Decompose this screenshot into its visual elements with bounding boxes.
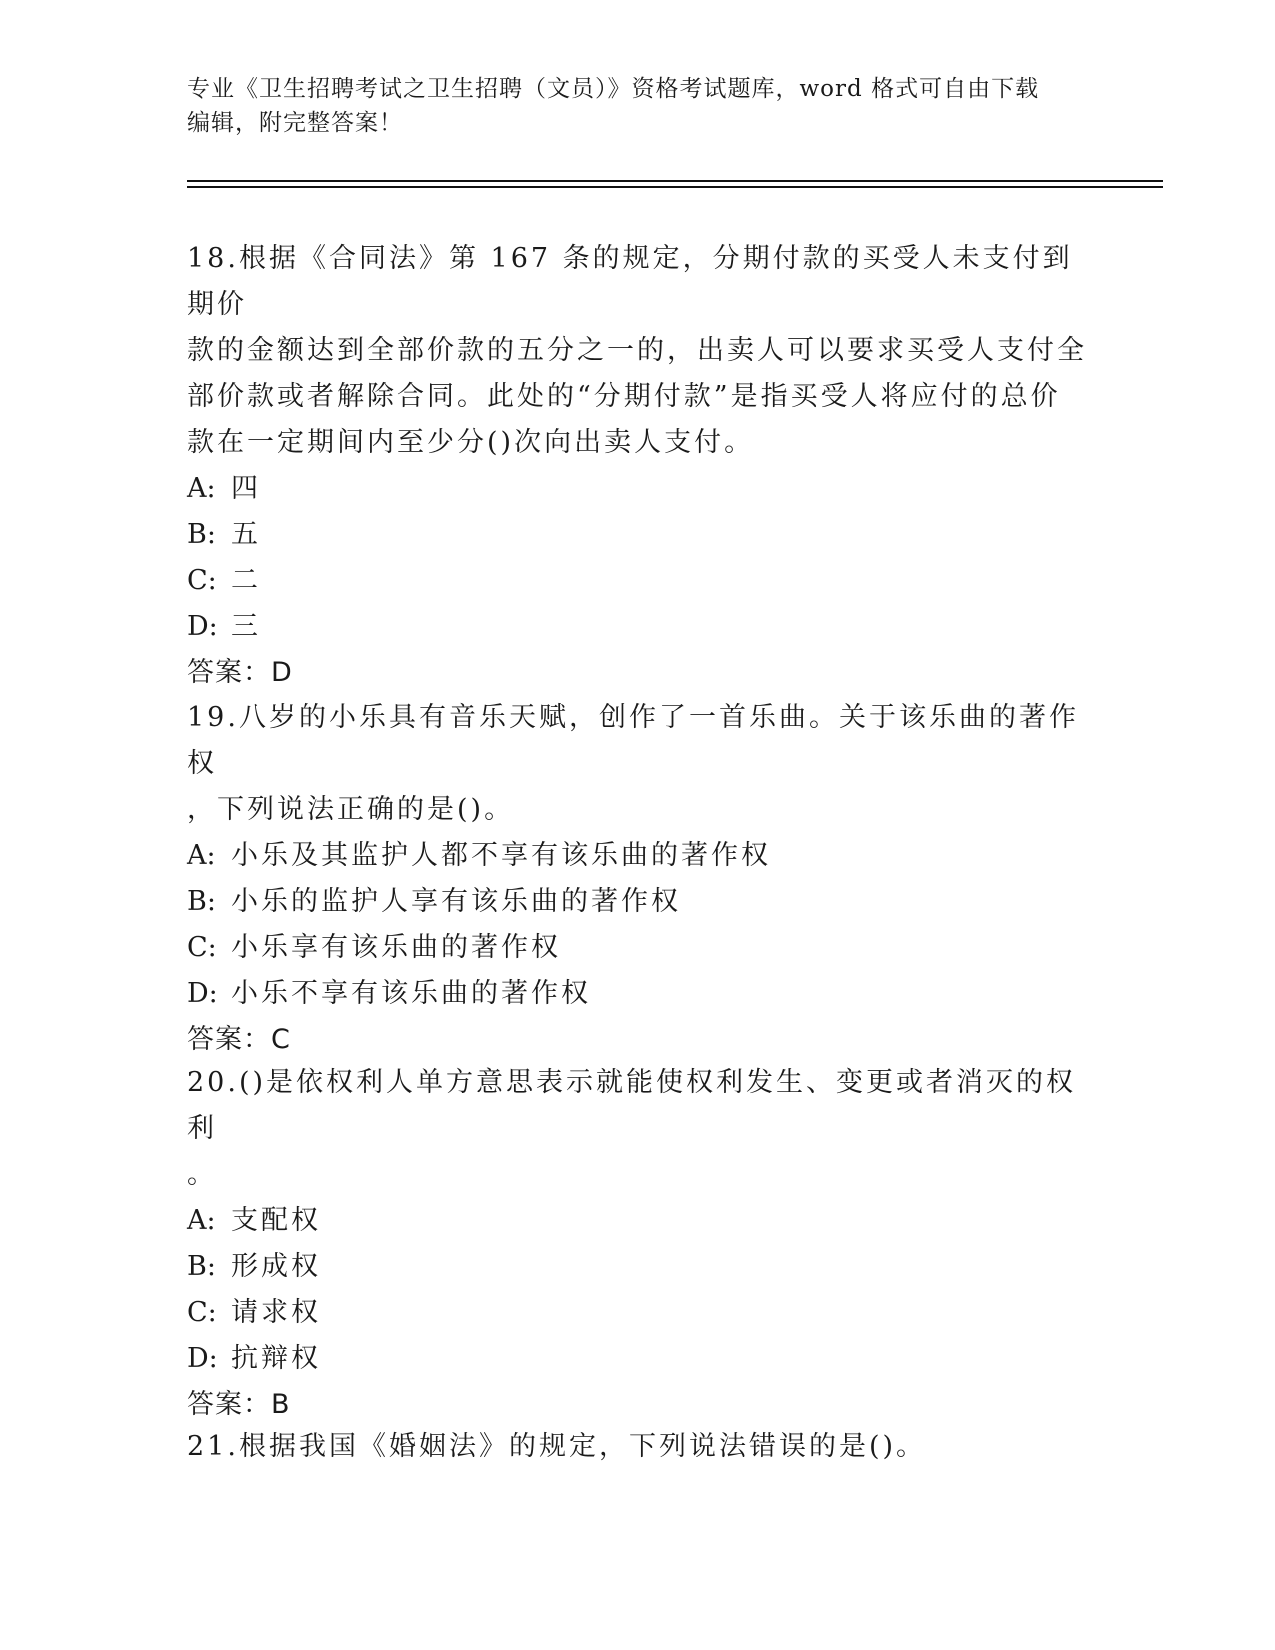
option-text: 小乐及其监护人都不享有该乐曲的著作权 [231,840,771,871]
option-letter: B: [187,886,216,917]
question-20 [187,1060,1087,1428]
option-letter: D: [187,978,218,1009]
option-c [187,925,1087,971]
header-line-1: 专业《卫生招聘考试之卫生招聘（文员）》资格考试题库，word 格式可自由下载 [187,76,1040,102]
option-letter: A: [187,473,216,504]
question-text [187,1424,1087,1470]
option-letter: D: [187,1343,218,1374]
header-line-2: 编辑，附完整答案！ [187,110,403,136]
option-letter: B: [187,1251,216,1282]
option-letter: C: [187,1297,217,1328]
option-letter: B: [187,519,216,550]
option-text: 三 [231,611,261,642]
option-text: 抗辩权 [231,1343,321,1374]
option-c [187,1290,1087,1336]
option-text: 五 [231,519,261,550]
option-b [187,512,1087,558]
option-b [187,1244,1087,1290]
option-text: 支配权 [231,1205,321,1236]
option-c [187,558,1087,604]
option-text: 小乐享有该乐曲的著作权 [231,932,561,963]
answer-line: 答案：C [187,1024,291,1055]
option-text: 二 [231,565,261,596]
option-text: 小乐的监护人享有该乐曲的著作权 [231,886,681,917]
option-text: 四 [231,473,261,504]
option-text: 小乐不享有该乐曲的著作权 [231,978,591,1009]
option-d [187,604,1087,650]
header-divider-top [187,180,1163,182]
option-letter: A: [187,840,216,871]
option-letter: D: [187,611,218,642]
answer-line: 答案：B [187,1389,291,1420]
option-text: 请求权 [231,1297,321,1328]
question-line: 18.根据《合同法》第 167 条的规定，分期付款的买受人未支付到期价 [187,243,1073,320]
question-line: 19.八岁的小乐具有音乐天赋，创作了一首乐曲。关于该乐曲的著作权 [187,702,1079,779]
option-d [187,971,1087,1017]
question-text [187,236,1087,466]
question-18 [187,236,1087,696]
header-divider-bottom [187,186,1163,188]
question-line: 。 [187,1159,217,1190]
question-19 [187,695,1087,1063]
question-line: ，下列说法正确的是()。 [187,794,515,825]
answer-line: 答案：D [187,657,293,688]
option-b [187,879,1087,925]
question-text [187,1060,1087,1198]
question-21 [187,1424,1087,1470]
question-line: 款的金额达到全部价款的五分之一的，出卖人可以要求买受人支付全 [187,335,1087,366]
option-letter: C: [187,565,217,596]
question-line: 20.()是依权利人单方意思表示就能使权利发生、变更或者消灭的权利 [187,1067,1077,1144]
option-text: 形成权 [231,1251,321,1282]
option-letter: A: [187,1205,216,1236]
option-a [187,1198,1087,1244]
question-text [187,695,1087,833]
document-header [187,72,1087,140]
option-letter: C: [187,932,217,963]
option-a [187,466,1087,512]
question-line: 部价款或者解除合同。此处的“分期付款”是指买受人将应付的总价 [187,381,1061,412]
question-line: 款在一定期间内至少分()次向出卖人支付。 [187,427,755,458]
option-d [187,1336,1087,1382]
option-a [187,833,1087,879]
question-line: 21.根据我国《婚姻法》的规定，下列说法错误的是()。 [187,1431,927,1462]
